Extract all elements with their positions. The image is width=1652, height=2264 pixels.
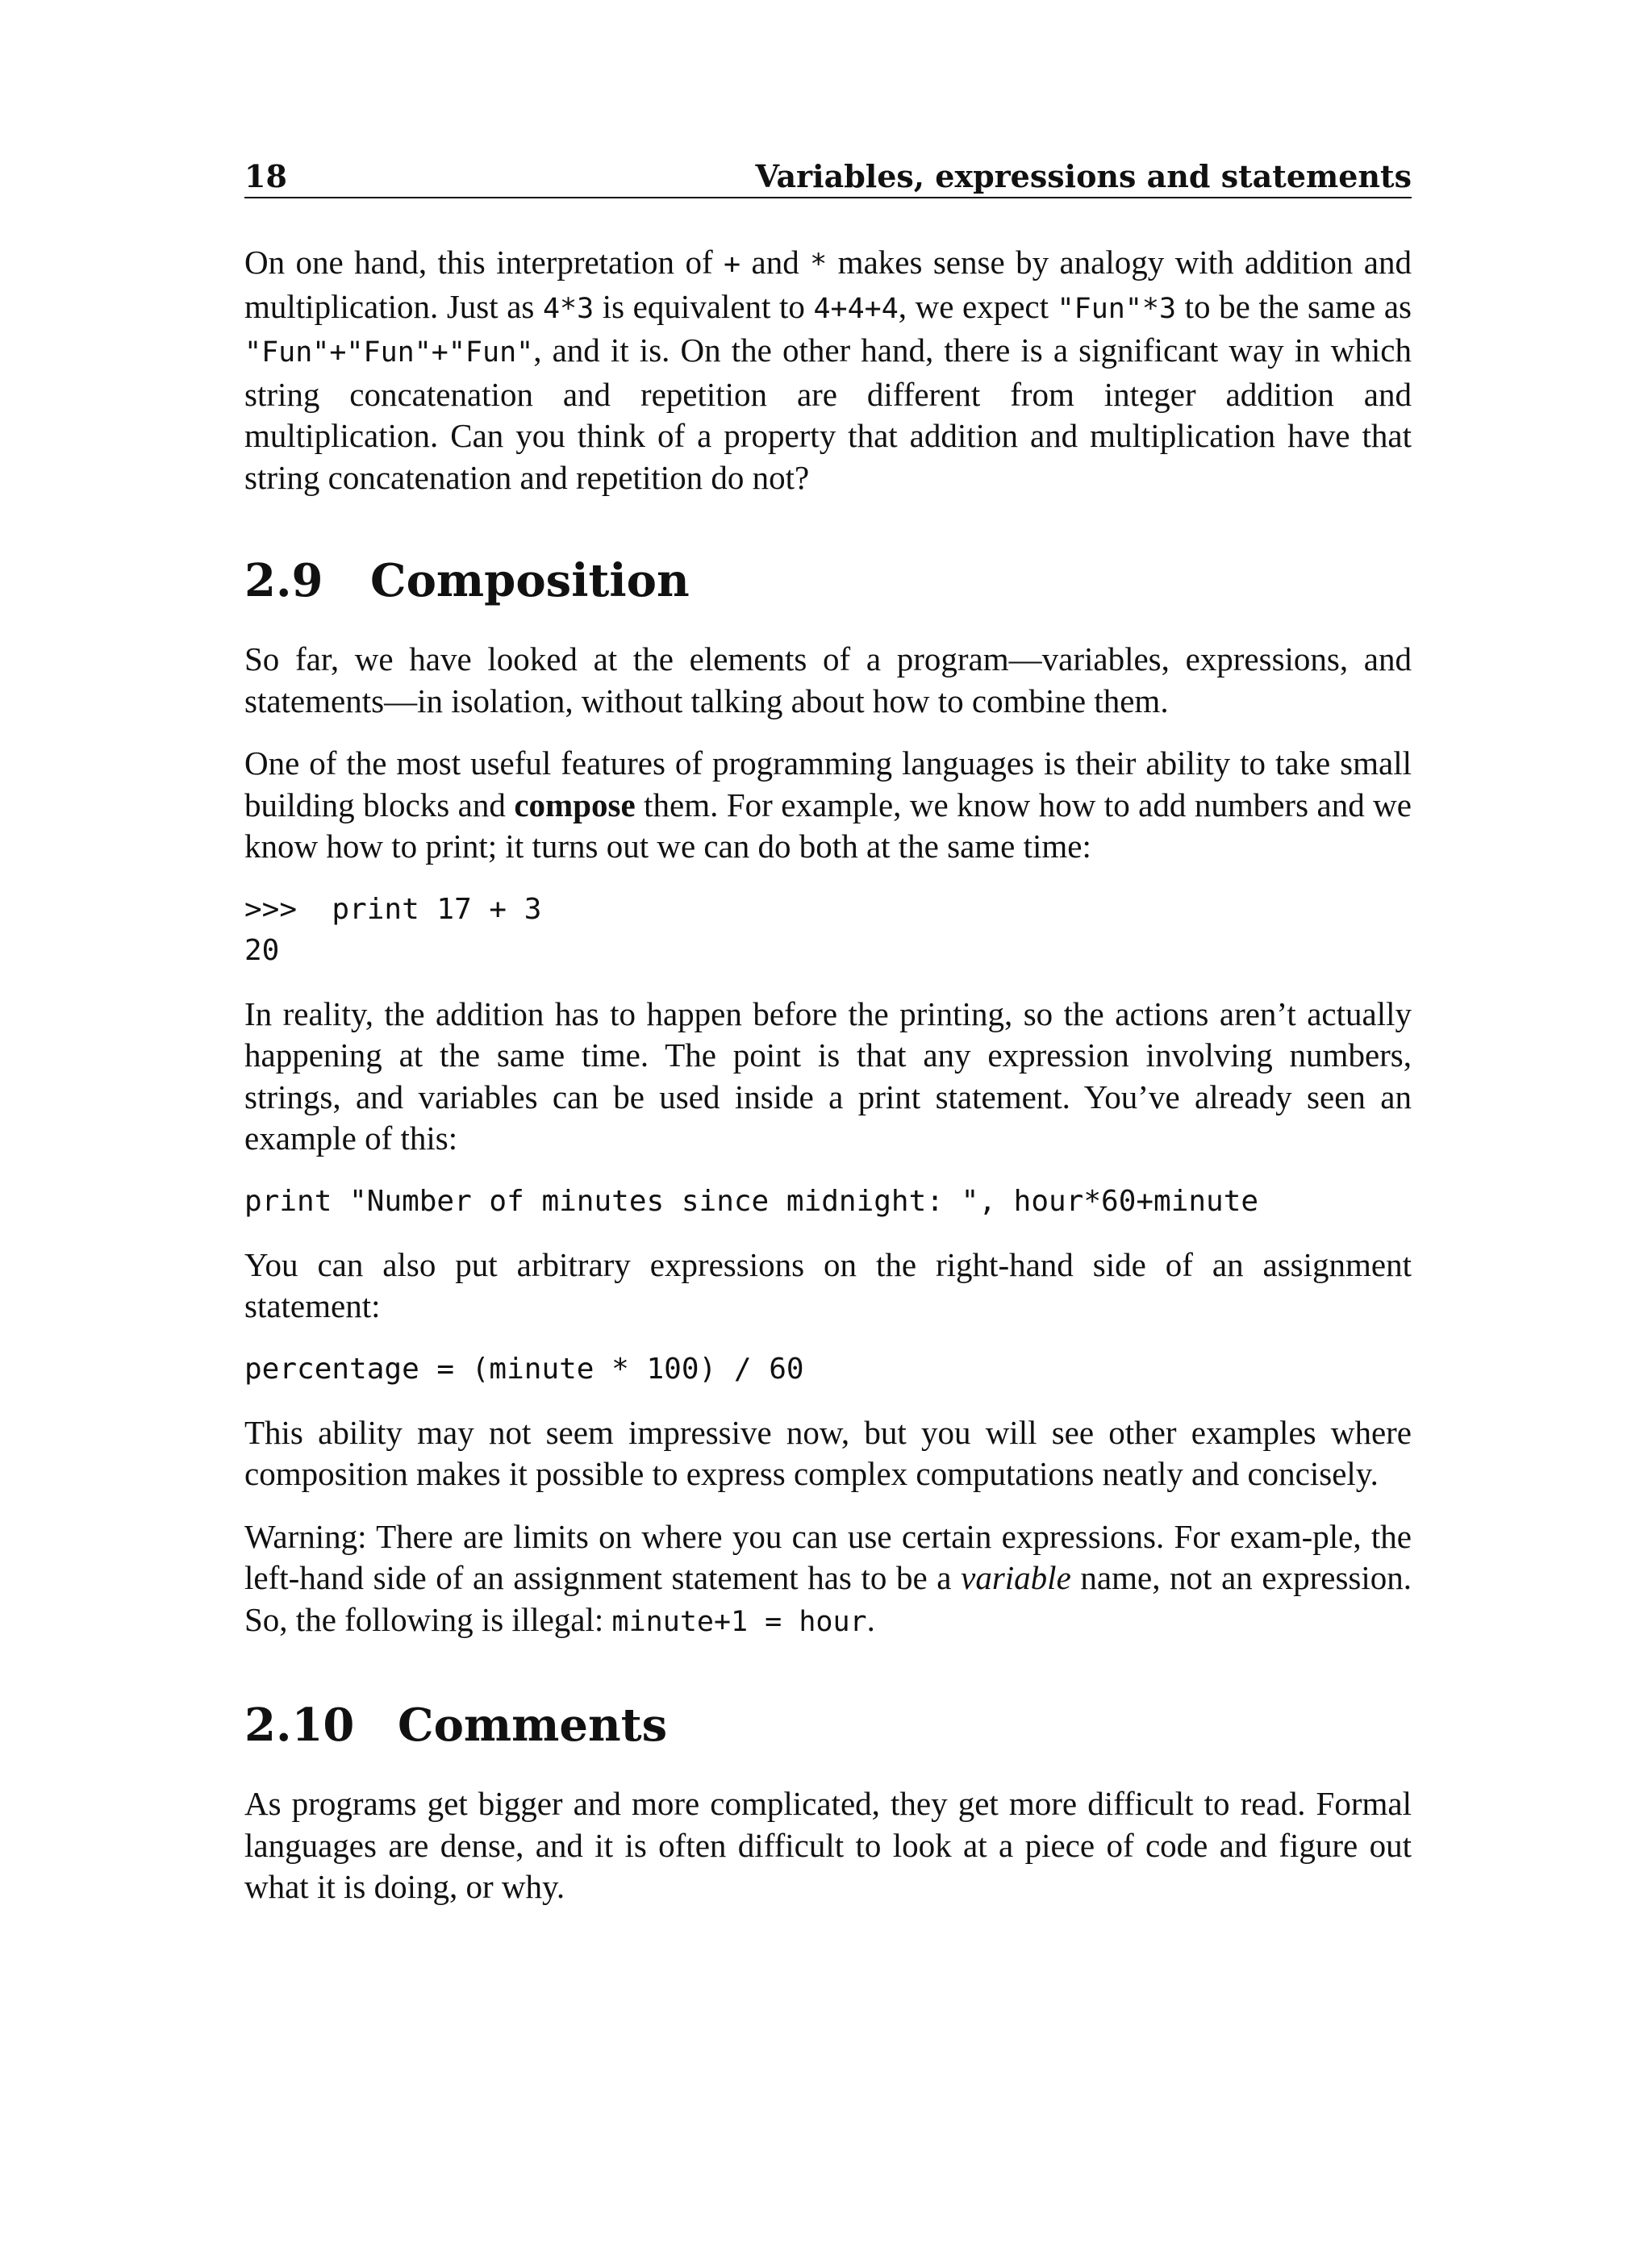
text-run: name, not an expression. So, the following is illegal:	[244, 1559, 1412, 1638]
italic-term: variable	[961, 1559, 1071, 1596]
code-block-print	[244, 889, 1412, 971]
text-run: them. For example, we know how to add numbers and we know how to print; it turns out we can do both at the same time:	[244, 786, 1412, 865]
text-run: , and it is. On the other hand, there is a significant way in which string concatenation and repetition are different from integer addition and multiplication. Can you think of a property that addition and multiplication have that string concatenation and repetition do not?	[244, 331, 1412, 496]
text-run: makes sense by analogy with addition and multiplication. Just as	[244, 244, 1412, 325]
text-run: is equivalent to	[594, 287, 814, 325]
code-block-percentage: percentage = (minute * 100) / 60	[244, 1352, 804, 1386]
text-run: .	[866, 1600, 875, 1638]
text-run: to be the same as	[1176, 287, 1412, 325]
composition-warning-paragraph	[244, 1516, 1412, 1644]
page-number: 18	[244, 158, 287, 194]
inline-code: *	[810, 248, 828, 281]
running-header	[244, 152, 1412, 198]
inline-code: 4+4+4	[813, 292, 899, 325]
inline-code: "Fun"*3	[1057, 292, 1177, 325]
inline-code: +	[724, 248, 741, 281]
inline-code: "Fun"+"Fun"+"Fun"	[244, 336, 534, 369]
composition-paragraph-2	[244, 743, 1412, 868]
section-heading-composition	[244, 554, 1412, 607]
text-run: One of the most useful features of programming languages is their ability to take small building blocks and	[244, 744, 1412, 823]
running-title: Variables, expressions and statements	[755, 158, 1412, 194]
page-content	[244, 242, 1412, 1929]
composition-paragraph-3: In reality, the addition has to happen before the printing, so the actions aren’t actually happening at the same time. The point is that any expression involving numbers, strings, and variables can be used inside a print statement. You’ve already seen an example of this:	[244, 994, 1412, 1157]
text-run: and	[740, 244, 811, 281]
code-block-minutes: print "Number of minutes since midnight: ", hour*60+minute	[244, 1184, 1259, 1218]
code-line: >>> print 17 + 3	[244, 892, 542, 926]
bold-term: compose	[514, 786, 636, 823]
text-run: Warning: There are limits on where you can use certain expressions. For exam-ple, the left-hand side of an assignment statement has to be a	[244, 1517, 1412, 1596]
composition-paragraph-4: You can also put arbitrary expressions on the right-hand side of an assignment statement:	[244, 1245, 1412, 1324]
section-title: Comments	[398, 1699, 668, 1752]
inline-code: 4*3	[542, 292, 594, 325]
code-line: 20	[244, 933, 280, 967]
composition-paragraph-5: This ability may not seem impressive now, but you will see other examples where composition makes it possible to express complex computations neatly and concisely.	[244, 1413, 1412, 1492]
composition-paragraph-1: So far, we have looked at the elements of a program—variables, expressions, and statements—in isolation, without talking about how to combine them.	[244, 640, 1412, 719]
comments-paragraph-1: As programs get bigger and more complicated, they get more difficult to read. Formal languages are dense, and it is often difficult to look at a piece of code and figure out what it is doing, or why.	[244, 1785, 1412, 1905]
text-run: On one hand, this interpretation of	[244, 244, 724, 281]
section-heading-comments	[244, 1699, 1412, 1752]
section-title: Composition	[370, 554, 690, 607]
inline-code: minute+1 = hour	[611, 1605, 867, 1638]
section-number: 2.9	[244, 554, 323, 607]
section-number: 2.10	[244, 1699, 355, 1752]
text-run: , we expect	[898, 287, 1058, 325]
intro-paragraph	[244, 242, 1412, 498]
